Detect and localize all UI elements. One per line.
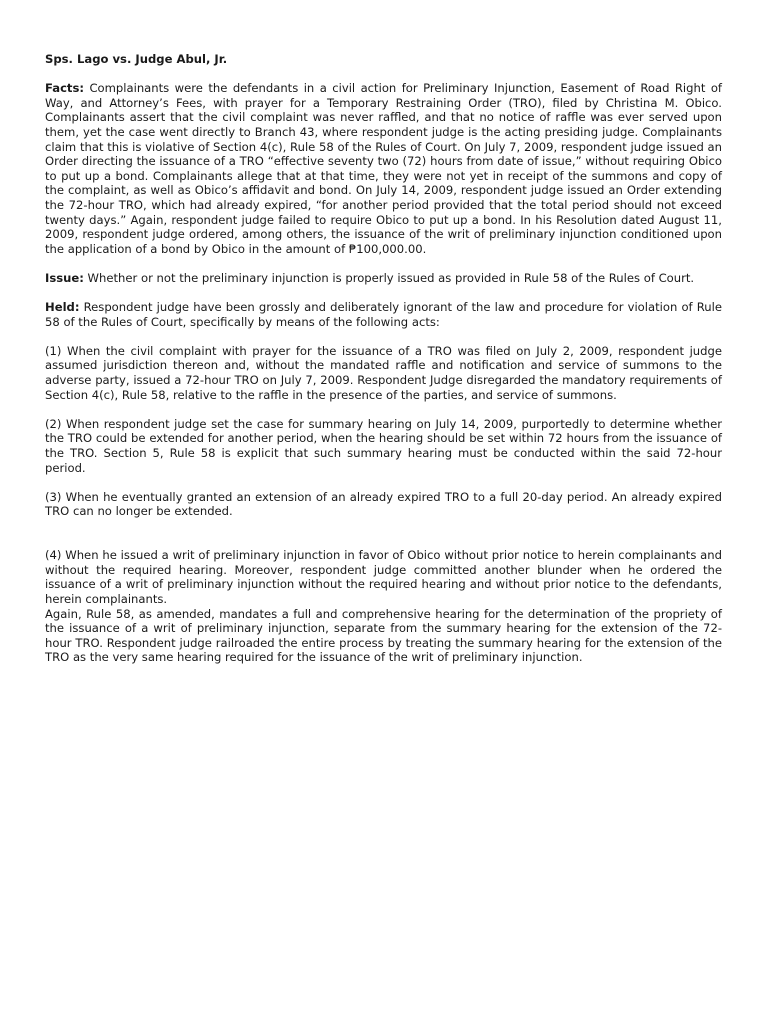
facts-label: Facts:: [45, 81, 85, 96]
held-label: Held:: [45, 300, 80, 315]
issue-label: Issue:: [45, 270, 84, 285]
held-paragraph: [45, 300, 722, 329]
document-page: [45, 52, 722, 665]
facts-paragraph: [45, 81, 722, 256]
act-4-paragraph: (4) When he issued a writ of preliminary injunction in favor of Obico without prior notice to herein complainants and without the required hearing. Moreover, respondent judge committed another blunder when he ordered the issuance of a writ of preliminary injunction without the required hearing and without prior notice to the defendants, herein complainants.: [45, 548, 722, 606]
act-2-paragraph: (2) When respondent judge set the case for summary hearing on July 14, 2009, purportedly to determine whether the TRO could be extended for another period, when the hearing should be set within 72 hours from the issuance of the TRO. Section 5, Rule 58 is explicit that such summary hearing must be conducted within the said 72-hour period.: [45, 416, 722, 475]
issue-paragraph: [45, 271, 722, 286]
held-text: Respondent judge have been grossly and deliberately ignorant of the law and procedure for violation of Rule 58 of the Rules of Court, specifically by means of the following acts:: [45, 300, 722, 329]
facts-text: Complainants were the defendants in a civil action for Preliminary Injunction, Easement of Road Right of Way, and Attorney’s Fees, with prayer for a Temporary Restraining Order (TRO), filed by Christina M. Obico. Complainants assert that the civil complaint was never raffled, and that no notice of raffle was ever served upon them, yet the case went directly to Branch 43, where respondent judge is the acting presiding judge. Complainants claim that this is violative of Section 4(c), Rule 58 of the Rules of Court. On July 7, 2009, respondent judge issued an Order directing the issuance of a TRO “effective seventy two (72) hours from date of issue,” without requiring Obico to put up a bond. Complainants allege that at that time, they were not yet in receipt of the summons and copy of the complaint, as well as Obico’s affidavit and bond. On July 14, 2009, respondent judge issued an Order extending the 72-hour TRO, which had already expired, “for another period provided that the total period should not exceed twenty days.” Again, respondent judge failed to require Obico to put up a bond. In his Resolution dated August 11, 2009, respondent judge ordered, among others, the issuance of the writ of preliminary injunction conditioned upon the application of a bond by Obico in the amount of ₱100,000.00.: [45, 81, 722, 256]
act-3-paragraph: (3) When he eventually granted an extension of an already expired TRO to a full 20-day period. An already expired TRO can no longer be extended.: [45, 489, 722, 519]
closing-paragraph: Again, Rule 58, as amended, mandates a full and comprehensive hearing for the determination of the propriety of the issuance of a writ of preliminary injunction, separate from the summary hearing for the extension of the 72-hour TRO. Respondent judge railroaded the entire process by treating the summary hearing for the extension of the TRO as the very same hearing required for the issuance of the writ of preliminary injunction.: [45, 606, 722, 665]
issue-text: Whether or not the preliminary injunction is properly issued as provided in Rule 58 of the Rules of Court.: [83, 270, 695, 285]
case-title: Sps. Lago vs. Judge Abul, Jr.: [45, 52, 228, 66]
act-1-paragraph: (1) When the civil complaint with prayer for the issuance of a TRO was filed on July 2, 2009, respondent judge assumed jurisdiction thereon and, without the mandated raffle and notification and service of summons to the adverse party, issued a 72-hour TRO on July 7, 2009. Respondent Judge disregarded the mandatory requirements of Section 4(c), Rule 58, relative to the raffle in the presence of the parties, and service of summons.: [45, 343, 722, 402]
